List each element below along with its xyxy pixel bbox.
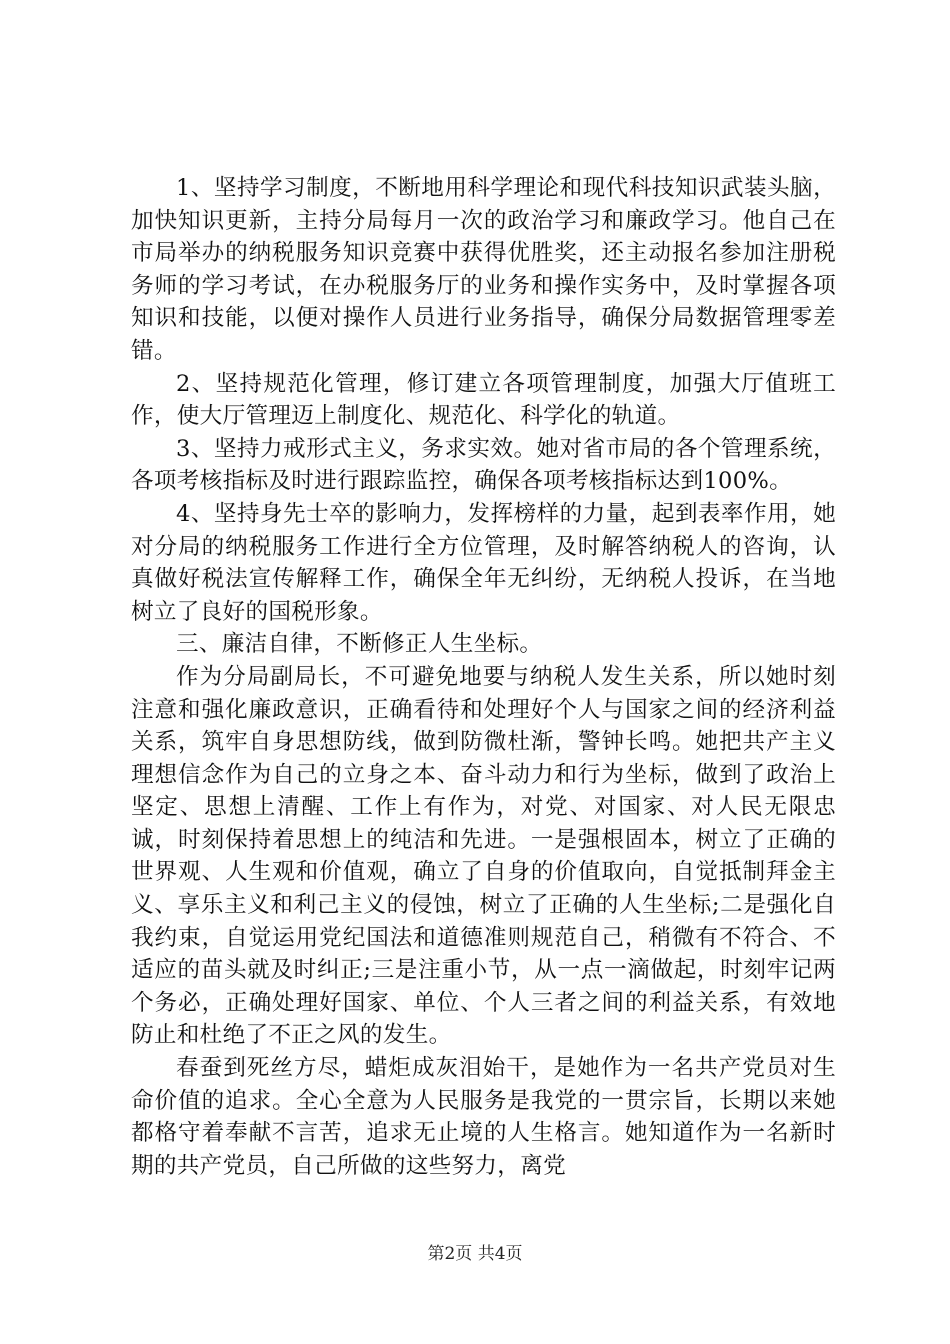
paragraph-standard-management: 2、坚持规范化管理，修订建立各项管理制度，加强大厅值班工作，使大厅管理迈上制度化、规范化、科学化的轨道。	[131, 370, 836, 430]
document-body	[131, 172, 836, 1182]
paragraph-practical-results: 3、坚持力戒形式主义，务求实效。她对省市局的各个管理系统，各项考核指标及时进行跟踪监控，确保各项考核指标达到100%。	[131, 435, 836, 495]
page-number-footer: 第2页 共4页	[427, 1244, 523, 1264]
paragraph-study-system: 1、坚持学习制度，不断地用科学理论和现代科技知识武装头脑，加快知识更新，主持分局每月一次的政治学习和廉政学习。他自己在市局举办的纳税服务知识竞赛中获得优胜奖，还主动报名参加注册税务师的学习考试，在办税服务厅的业务和操作实务中，及时掌握各项知识和技能，以便对操作人员进行业务指导，确保分局数据管理零差错。	[131, 175, 836, 364]
paragraph-integrity-awareness: 作为分局副局长，不可避免地要与纳税人发生关系，所以她时刻注意和强化廉政意识，正确看待和处理好个人与国家之间的经济利益关系，筑牢自身思想防线，做到防微杜渐，警钟长鸣。她把共产主义理想信念作为自己的立身之本、奋斗动力和行为坐标，做到了政治上坚定、思想上清醒、工作上有作为，对党、对国家、对人民无限忠诚，时刻保持着思想上的纯洁和先进。一是强根固本，树立了正确的世界观、人生观和价值观，确立了自身的价值取向，自觉抵制拜金主义、享乐主义和利己主义的侵蚀，树立了正确的人生坐标;二是强化自我约束，自觉运用党纪国法和道德准则规范自己，稍微有不符合、不适应的苗头就及时纠正;三是注重小节，从一点一滴做起，时刻牢记两个务必，正确处理好国家、单位、个人三者之间的利益关系，有效地防止和杜绝了不正之风的发生。	[131, 663, 836, 1049]
section-heading-integrity: 三、廉洁自律，不断修正人生坐标。	[176, 631, 543, 658]
paragraph-lead-by-example: 4、坚持身先士卒的影响力，发挥榜样的力量，起到表率作用，她对分局的纳税服务工作进行全方位管理，及时解答纳税人的咨询，认真做好税法宣传解释工作，确保全年无纠纷，无纳税人投诉，在当地树立了良好的国税形象。	[131, 500, 836, 625]
paragraph-party-dedication: 春蚕到死丝方尽，蜡炬成灰泪始干，是她作为一名共产党员对生命价值的追求。全心全意为人民服务是我党的一贯宗旨，长期以来她都格守着奉献不言苦，追求无止境的人生格言。她知道作为一名新时期的共产党员，自己所做的这些努力，离党	[131, 1055, 836, 1179]
